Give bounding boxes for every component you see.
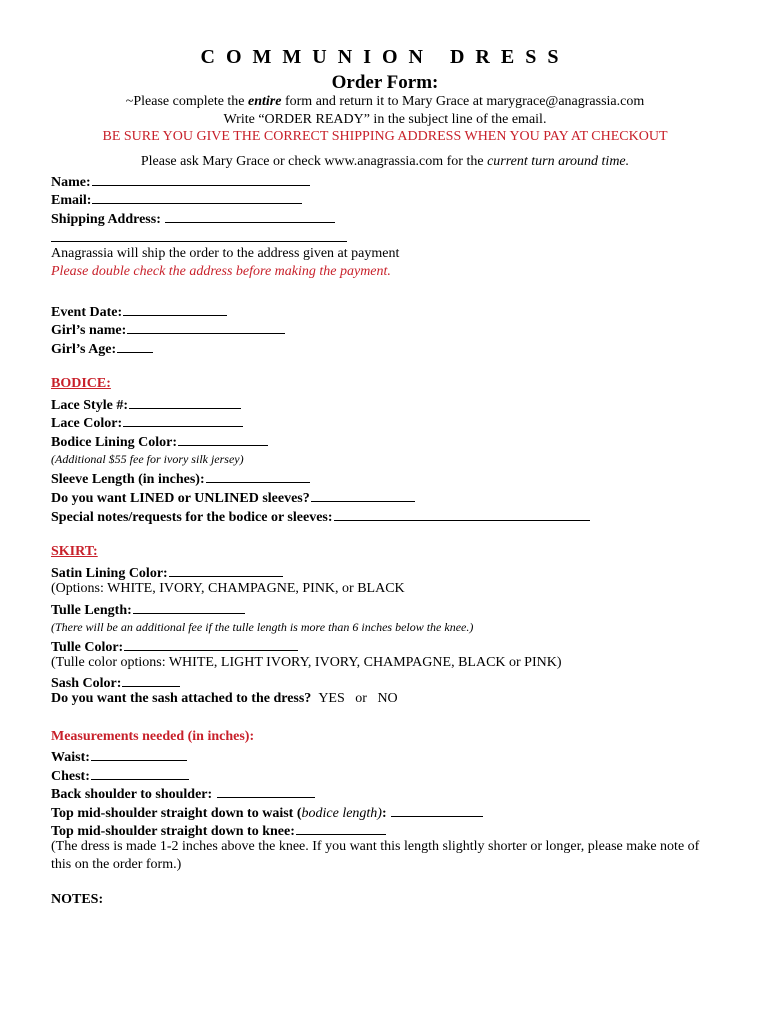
chest-field[interactable]: Chest: [51, 766, 189, 785]
skirt-heading: SKIRT: [51, 544, 98, 559]
shipping-address-blank[interactable] [165, 209, 335, 223]
name-blank[interactable] [92, 172, 310, 186]
bodice-lining-color-blank[interactable] [178, 432, 268, 446]
instruction-line-1: ~Please complete the entire form and return it to Mary Grace at marygrace@anagrassia.com [125, 94, 645, 109]
event-date-field[interactable]: Event Date: [51, 302, 227, 321]
girl-name-blank[interactable] [127, 320, 285, 334]
form-subtitle: Order Form: [331, 72, 439, 93]
sash-attached-question: Do you want the sash attached to the dress? YES or NO [51, 691, 398, 706]
bodice-lining-color-field[interactable]: Bodice Lining Color: [51, 432, 268, 451]
lined-sleeves-field[interactable]: Do you want LINED or UNLINED sleeves? [51, 488, 415, 507]
tulle-length-field[interactable]: Tulle Length: [51, 600, 245, 619]
tulle-color-blank[interactable] [124, 637, 298, 651]
tulle-color-field[interactable]: Tulle Color: [51, 637, 298, 656]
tulle-length-blank[interactable] [133, 600, 245, 614]
satin-lining-options: (Options: WHITE, IVORY, CHAMPAGNE, PINK, or BLACK [51, 581, 405, 596]
satin-lining-color-blank[interactable] [169, 563, 283, 577]
sleeve-length-blank[interactable] [206, 469, 310, 483]
shipping-address-field[interactable]: Shipping Address: [51, 209, 335, 228]
girl-age-field[interactable]: Girl’s Age: [51, 339, 153, 358]
special-notes-field[interactable]: Special notes/requests for the bodice or sleeves: [51, 507, 590, 526]
satin-lining-color-field[interactable]: Satin Lining Color: [51, 563, 283, 582]
sash-color-blank[interactable] [122, 673, 180, 687]
email-blank[interactable] [92, 190, 302, 204]
form-title: COMMUNION DRESS [200, 46, 570, 68]
notes-label: NOTES: [51, 892, 104, 907]
tulle-length-note: (There will be an additional fee if the tulle length is more than 6 inches below the knee.) [51, 620, 474, 634]
back-shoulder-field[interactable]: Back shoulder to shoulder: [51, 784, 315, 803]
sleeve-length-field[interactable]: Sleeve Length (in inches): [51, 469, 310, 488]
waist-blank[interactable] [91, 747, 187, 761]
girl-name-field[interactable]: Girl’s name: [51, 320, 285, 339]
sash-yes-option[interactable]: YES [318, 691, 345, 706]
back-shoulder-blank[interactable] [217, 784, 315, 798]
name-field[interactable]: Name: [51, 172, 310, 191]
measurements-heading: Measurements needed (in inches): [51, 729, 255, 744]
turnaround-line: Please ask Mary Grace or check www.anagrassia.com for the current turn around time. [140, 154, 630, 169]
bodice-length-field[interactable]: Top mid-shoulder straight down to waist (bodice length): [51, 803, 483, 822]
shipping-warning-banner: BE SURE YOU GIVE THE CORRECT SHIPPING ADDRESS WHEN YOU PAY AT CHECKOUT [102, 129, 668, 144]
tulle-color-options: (Tulle color options: WHITE, LIGHT IVORY, IVORY, CHAMPAGNE, BLACK or PINK) [51, 655, 562, 670]
chest-blank[interactable] [91, 766, 189, 780]
event-date-blank[interactable] [123, 302, 227, 316]
lace-color-field[interactable]: Lace Color: [51, 413, 243, 432]
instruction-line-2: Write “ORDER READY” in the subject line of the email. [223, 112, 547, 127]
sash-color-field[interactable]: Sash Color: [51, 673, 180, 692]
shoulder-to-knee-field[interactable]: Top mid-shoulder straight down to knee: [51, 821, 386, 840]
lace-style-field[interactable]: Lace Style #: [51, 395, 241, 414]
lace-style-blank[interactable] [129, 395, 241, 409]
bodice-heading: BODICE: [51, 376, 111, 391]
ship-warning: Please double check the address before making the payment. [51, 264, 391, 279]
shoulder-to-knee-blank[interactable] [296, 821, 386, 835]
ship-note: Anagrassia will ship the order to the address given at payment [51, 246, 400, 261]
special-notes-blank[interactable] [334, 507, 590, 521]
girl-age-blank[interactable] [117, 339, 153, 353]
email-field[interactable]: Email: [51, 190, 302, 209]
dress-length-note: (The dress is made 1-2 inches above the knee. If you want this length slightly shorter or longer, please make note of this on the order form.) [51, 839, 700, 872]
lined-sleeves-blank[interactable] [311, 488, 415, 502]
lining-fee-note: (Additional $55 fee for ivory silk jersey) [51, 452, 244, 466]
sash-no-option[interactable]: NO [377, 691, 398, 706]
lace-color-blank[interactable] [123, 413, 243, 427]
shipping-address-line-2[interactable] [51, 241, 347, 242]
bodice-length-blank[interactable] [391, 803, 483, 817]
waist-field[interactable]: Waist: [51, 747, 187, 766]
